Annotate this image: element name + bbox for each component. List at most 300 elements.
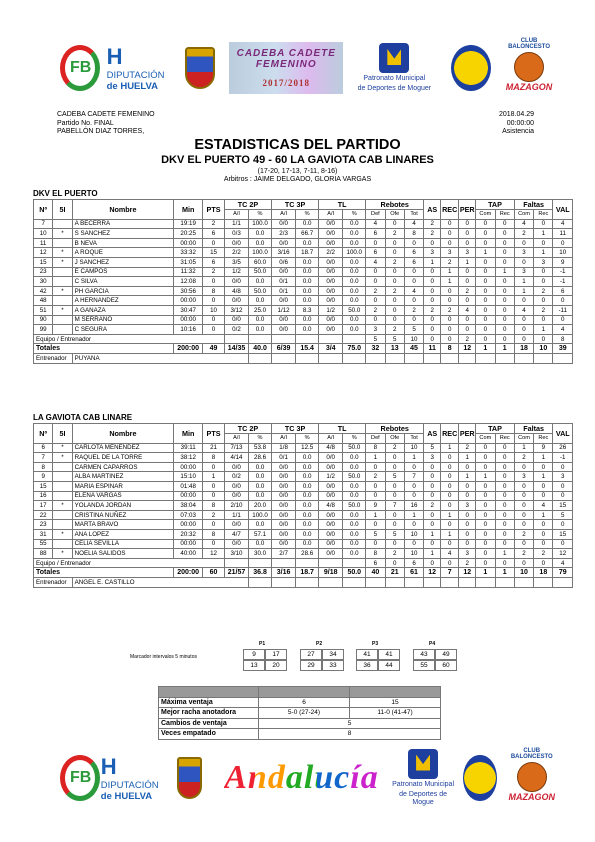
- player-name: E CAMPOS: [72, 267, 174, 277]
- stat-cell: [249, 334, 272, 344]
- stat-cell: 01:48: [174, 481, 203, 491]
- stat-cell: 2: [424, 219, 441, 229]
- player-row: [34, 539, 573, 549]
- column-header-min: Min: [174, 200, 203, 220]
- stat-cell: 0.0: [343, 238, 366, 248]
- stat-cell: 0: [534, 277, 553, 287]
- home-interval-score: 43: [413, 649, 435, 660]
- summary-label: Mejor racha anotadora: [159, 708, 259, 719]
- stat-cell: 4: [553, 219, 573, 229]
- cadeba-banner: CADEBA CADETE FEMENINO 2017/2018: [229, 42, 343, 94]
- summary-home: 5-0 (27-24): [259, 708, 350, 719]
- column-subheader: %: [249, 434, 272, 444]
- stat-cell: 2: [534, 305, 553, 315]
- diputacion-logo: H DIPUTACIÓN de HUELVA: [100, 753, 159, 802]
- column-header-tc3p: TC 3P: [272, 200, 319, 210]
- stat-cell: 0.0: [296, 325, 319, 335]
- stat-cell: 11: [553, 229, 573, 239]
- match-datetime: [499, 111, 534, 137]
- summary-away: 15: [350, 697, 441, 708]
- stat-cell: 2: [424, 229, 441, 239]
- stat-cell: 0: [495, 539, 514, 549]
- stat-cell: 2: [366, 305, 385, 315]
- player-name: RAQUEL DE LA TORRE: [72, 453, 174, 463]
- stat-cell: 0: [366, 491, 385, 501]
- stat-cell: 99: [34, 325, 53, 335]
- empty-cell: [343, 577, 366, 587]
- period-label: P4: [429, 641, 436, 647]
- stat-cell: 8: [203, 286, 225, 296]
- stat-cell: 0: [366, 462, 385, 472]
- total-cell: 13: [385, 344, 404, 354]
- stat-cell: [296, 558, 319, 568]
- column-subheader: Com: [476, 434, 495, 444]
- stat-cell: 1: [495, 267, 514, 277]
- empty-cell: [553, 577, 573, 587]
- stat-cell: 1: [424, 529, 441, 539]
- stat-cell: 0.0: [249, 539, 272, 549]
- stat-cell: 0: [404, 315, 423, 325]
- stat-cell: 0: [514, 558, 533, 568]
- stat-cell: 0: [495, 305, 514, 315]
- stat-cell: 2: [441, 257, 459, 267]
- stat-cell: 0: [203, 462, 225, 472]
- stat-cell: 0: [385, 238, 404, 248]
- stat-cell: 0/0: [224, 462, 248, 472]
- stat-cell: 0/0: [224, 481, 248, 491]
- stat-cell: 0: [441, 229, 459, 239]
- column-header-val: VAL: [553, 200, 573, 220]
- column-subheader: %: [249, 210, 272, 220]
- game-summary-table: [158, 686, 441, 740]
- stat-cell: 5: [366, 334, 385, 344]
- column-header-num: Nº: [34, 424, 53, 444]
- stat-cell: 0.0: [249, 229, 272, 239]
- stat-cell: 2/3: [272, 229, 296, 239]
- stat-cell: 0.0: [296, 315, 319, 325]
- stat-cell: 1: [404, 510, 423, 520]
- stat-cell: 2: [514, 549, 533, 559]
- stat-cell: 0: [441, 520, 459, 530]
- summary-label: Máxima ventaja: [159, 697, 259, 708]
- stat-cell: 100.0: [249, 248, 272, 258]
- home-interval-score: 9: [243, 649, 265, 660]
- player-name: ALBA MARTINEZ: [72, 472, 174, 482]
- stat-cell: 0/0: [319, 286, 343, 296]
- stat-cell: 2: [203, 267, 225, 277]
- mazagon-club-logo: CLUB BALONCESTO MAZAGON: [505, 38, 553, 92]
- stat-cell: 19:19: [174, 219, 203, 229]
- stat-cell: 20.0: [249, 501, 272, 511]
- player-row: [34, 257, 573, 267]
- stat-cell: 0: [441, 286, 459, 296]
- stat-cell: 2: [514, 229, 533, 239]
- total-cell: 15.4: [296, 344, 319, 354]
- stat-cell: 0: [459, 462, 476, 472]
- stat-cell: 0: [424, 286, 441, 296]
- stat-cell: 30: [34, 277, 53, 287]
- total-cell: 50.0: [343, 568, 366, 578]
- score-intervals-label: Marcador intervalos 5 minutos: [130, 654, 197, 660]
- stat-cell: 0: [476, 549, 495, 559]
- player-name: CARMEN CAPARROS: [72, 462, 174, 472]
- stat-cell: 2: [424, 305, 441, 315]
- stat-cell: 2: [459, 286, 476, 296]
- stat-cell: 1: [476, 248, 495, 258]
- stat-cell: 0: [495, 529, 514, 539]
- column-subheader: Def: [366, 434, 385, 444]
- stat-cell: 0/0: [272, 472, 296, 482]
- total-cell: 21/57: [224, 568, 248, 578]
- quarter-scores: (17-20, 17-13, 7-11, 8-16): [257, 168, 338, 175]
- stat-cell: 0.0: [343, 315, 366, 325]
- stat-cell: 1: [441, 510, 459, 520]
- stat-cell: 21: [203, 443, 225, 453]
- stat-cell: 0.0: [343, 491, 366, 501]
- stat-cell: 0: [476, 558, 495, 568]
- stat-cell: 0: [514, 481, 533, 491]
- stat-cell: *: [53, 453, 72, 463]
- empty-cell: [296, 577, 319, 587]
- stat-cell: 1: [459, 453, 476, 463]
- period-label: P2: [316, 641, 323, 647]
- stat-cell: 0: [476, 453, 495, 463]
- total-cell: 75.0: [343, 344, 366, 354]
- stat-cell: 0/0: [272, 529, 296, 539]
- stat-cell: 1: [366, 510, 385, 520]
- column-header-per: PER: [459, 200, 476, 220]
- column-header-per: PER: [459, 424, 476, 444]
- stat-cell: 0/0: [224, 491, 248, 501]
- stat-cell: 0: [495, 510, 514, 520]
- stat-cell: 100.0: [343, 248, 366, 258]
- patronato-logo: Patronato Municipal de Deportes de Mogue: [391, 749, 456, 807]
- stat-cell: 0: [366, 315, 385, 325]
- stat-cell: 0: [424, 491, 441, 501]
- stat-cell: [343, 558, 366, 568]
- stat-cell: 16: [34, 491, 53, 501]
- stat-cell: 0.0: [296, 257, 319, 267]
- stat-cell: 0/2: [224, 325, 248, 335]
- stat-cell: [224, 558, 248, 568]
- stat-cell: 1: [366, 453, 385, 463]
- stat-cell: 0: [534, 481, 553, 491]
- empty-cell: [514, 577, 533, 587]
- stat-cell: 0/0: [272, 296, 296, 306]
- totals-row: [34, 344, 573, 354]
- stat-cell: [53, 462, 72, 472]
- stat-cell: 3: [366, 325, 385, 335]
- stat-cell: 0: [424, 520, 441, 530]
- stat-cell: 3: [534, 257, 553, 267]
- stat-cell: [296, 334, 319, 344]
- summary-label: Veces empatado: [159, 729, 259, 740]
- stat-cell: 2: [459, 558, 476, 568]
- column-header-faltas: Faltas: [514, 200, 553, 210]
- stat-cell: 0: [424, 481, 441, 491]
- stat-cell: 50.0: [343, 443, 366, 453]
- stat-cell: 12:08: [174, 277, 203, 287]
- stat-cell: 3: [553, 472, 573, 482]
- stat-cell: 50.0: [343, 305, 366, 315]
- player-row: [34, 248, 573, 258]
- stat-cell: 0.0: [296, 529, 319, 539]
- stat-cell: 0: [476, 325, 495, 335]
- total-cell: 21: [385, 568, 404, 578]
- column-header-as: AS: [424, 200, 441, 220]
- match-info: [57, 111, 155, 137]
- empty-cell: [249, 577, 272, 587]
- stat-cell: 0.0: [343, 529, 366, 539]
- stat-cell: 0: [459, 229, 476, 239]
- stat-cell: 2: [514, 529, 533, 539]
- stat-cell: 28.6: [249, 453, 272, 463]
- player-name: S SANCHEZ: [72, 229, 174, 239]
- player-name: J SANCHEZ: [72, 257, 174, 267]
- empty-cell: [272, 577, 296, 587]
- stat-cell: 0.0: [296, 267, 319, 277]
- empty-cell: [319, 353, 343, 363]
- stat-cell: 0: [514, 539, 533, 549]
- stat-cell: 0: [495, 229, 514, 239]
- stat-cell: 0: [441, 315, 459, 325]
- stat-cell: 0: [514, 325, 533, 335]
- stat-cell: 0: [495, 472, 514, 482]
- total-cell: 32: [366, 344, 385, 354]
- empty-cell: [404, 353, 423, 363]
- stat-cell: 39:11: [174, 443, 203, 453]
- column-subheader: Rec: [495, 434, 514, 444]
- stat-cell: 8: [203, 453, 225, 463]
- stat-cell: 0.0: [249, 277, 272, 287]
- stat-cell: [53, 491, 72, 501]
- stat-cell: 2: [203, 219, 225, 229]
- empty-cell: [159, 687, 259, 698]
- stat-cell: 00:00: [174, 238, 203, 248]
- stat-cell: 2/2: [224, 248, 248, 258]
- stat-cell: 0/1: [272, 277, 296, 287]
- attendance-label: Asistencia: [502, 128, 534, 135]
- competition-name: CADEBA CADETE FEMENINO: [57, 111, 155, 118]
- stat-cell: 0: [534, 296, 553, 306]
- stat-cell: 00:00: [174, 539, 203, 549]
- stat-cell: 0: [441, 238, 459, 248]
- basketball-icon: [517, 762, 547, 792]
- stat-cell: 0/0: [319, 325, 343, 335]
- stat-cell: 07:03: [174, 510, 203, 520]
- total-cell: 7: [441, 568, 459, 578]
- column-subheader: A/I: [319, 210, 343, 220]
- stat-cell: 0: [534, 491, 553, 501]
- stat-cell: 0: [203, 277, 225, 287]
- summary-label: Cambios de ventaja: [159, 718, 259, 729]
- stat-cell: 0/0: [272, 219, 296, 229]
- stat-cell: 0/0: [272, 501, 296, 511]
- stat-cell: 1: [476, 472, 495, 482]
- stat-cell: [53, 296, 72, 306]
- stat-cell: 30:56: [174, 286, 203, 296]
- stat-cell: 0.0: [343, 481, 366, 491]
- stat-cell: 1/2: [319, 305, 343, 315]
- total-cell: 200:00: [174, 568, 203, 578]
- empty-cell: [385, 577, 404, 587]
- player-row: [34, 491, 573, 501]
- federacion-logo: FB: [60, 45, 95, 91]
- total-cell: 79: [553, 568, 573, 578]
- stat-cell: *: [53, 286, 72, 296]
- stat-cell: 0: [514, 315, 533, 325]
- stat-cell: 0: [495, 491, 514, 501]
- stat-cell: 0.0: [296, 510, 319, 520]
- coach-name: ANGEL E. CASTILLO: [72, 577, 248, 587]
- stat-cell: 0: [476, 520, 495, 530]
- stat-cell: 0/0: [319, 277, 343, 287]
- coach-row: [34, 353, 573, 363]
- column-subheader: %: [296, 434, 319, 444]
- stat-cell: 0.0: [343, 453, 366, 463]
- stat-cell: 0: [495, 315, 514, 325]
- stat-cell: 2: [441, 305, 459, 315]
- empty-cell: [296, 353, 319, 363]
- stat-cell: 0/0: [224, 277, 248, 287]
- stat-cell: [224, 334, 248, 344]
- stat-cell: 0: [366, 277, 385, 287]
- stat-cell: [319, 558, 343, 568]
- stat-cell: 3: [424, 248, 441, 258]
- stat-cell: 1: [534, 229, 553, 239]
- stat-cell: 0: [385, 520, 404, 530]
- stat-cell: 0: [534, 267, 553, 277]
- stat-cell: 7: [34, 453, 53, 463]
- stat-cell: 6: [366, 229, 385, 239]
- stat-cell: 0: [553, 238, 573, 248]
- column-header-rebotes: Rebotes: [366, 424, 424, 434]
- stat-cell: 0: [441, 558, 459, 568]
- page-title: ESTADISTICAS DEL PARTIDO: [194, 137, 401, 153]
- empty-cell: [441, 353, 459, 363]
- stat-cell: 5: [366, 529, 385, 539]
- stat-cell: 9: [534, 443, 553, 453]
- column-header-pts: PTS: [203, 200, 225, 220]
- total-cell: 40: [366, 568, 385, 578]
- total-cell: 39: [553, 344, 573, 354]
- stat-cell: 0: [495, 501, 514, 511]
- total-cell: 10: [514, 568, 533, 578]
- stat-cell: 0: [495, 334, 514, 344]
- stat-cell: 4: [404, 286, 423, 296]
- stat-cell: 0.0: [343, 549, 366, 559]
- stat-cell: 4/14: [224, 453, 248, 463]
- stat-cell: 3: [514, 248, 533, 258]
- stat-cell: 0: [514, 296, 533, 306]
- stat-cell: 50.0: [343, 472, 366, 482]
- stat-cell: 0: [424, 472, 441, 482]
- total-cell: 18: [534, 568, 553, 578]
- column-header-num: Nº: [34, 200, 53, 220]
- period-label: P1: [259, 641, 266, 647]
- stat-cell: 2: [203, 510, 225, 520]
- player-name: B NEVA: [72, 238, 174, 248]
- stat-cell: 0: [476, 277, 495, 287]
- stat-cell: 0/1: [272, 453, 296, 463]
- stat-cell: [53, 277, 72, 287]
- stat-cell: -1: [553, 267, 573, 277]
- mazagon-club-logo: CLUB BALONCESTO MAZAGON: [508, 747, 556, 802]
- stat-cell: 0: [495, 257, 514, 267]
- column-subheader: Def: [366, 210, 385, 220]
- column-header-faltas: Faltas: [514, 424, 553, 434]
- coach-name: PUYANA: [72, 353, 248, 363]
- stat-cell: 0: [514, 462, 533, 472]
- player-row: [34, 549, 573, 559]
- stat-cell: 10: [553, 248, 573, 258]
- stat-cell: 0/6: [272, 257, 296, 267]
- stat-cell: 2: [424, 501, 441, 511]
- stat-cell: 0: [385, 510, 404, 520]
- home-stats-table: [33, 199, 573, 364]
- stat-cell: 0/1: [272, 286, 296, 296]
- header-row: [34, 424, 573, 434]
- stat-cell: 12: [203, 549, 225, 559]
- stat-cell: 0: [534, 539, 553, 549]
- stat-cell: 0: [404, 238, 423, 248]
- stat-cell: 0: [495, 558, 514, 568]
- player-name: MARIA ESPINAR: [72, 481, 174, 491]
- stat-cell: 0: [514, 257, 533, 267]
- stat-cell: 0/0: [319, 267, 343, 277]
- stat-cell: 0: [476, 296, 495, 306]
- total-cell: 3/16: [272, 568, 296, 578]
- stat-cell: 4: [534, 501, 553, 511]
- moguer-shield-logo: [185, 47, 215, 89]
- player-row: [34, 462, 573, 472]
- stat-cell: 0: [495, 248, 514, 258]
- stat-cell: 3: [514, 267, 533, 277]
- column-header-rec: REC: [441, 424, 459, 444]
- stat-cell: 10: [404, 443, 423, 453]
- empty-cell: [404, 577, 423, 587]
- player-name: YOLANDA JORDAN: [72, 501, 174, 511]
- stat-cell: 0: [476, 501, 495, 511]
- venue: PABELLÓN DIAZ TORRES,: [57, 128, 145, 135]
- player-name: A ROQUE: [72, 248, 174, 258]
- stat-cell: 0.0: [249, 481, 272, 491]
- column-header-starter: 5I: [53, 424, 72, 444]
- stat-cell: 00:00: [174, 315, 203, 325]
- totals-label: Totales: [34, 344, 174, 354]
- stat-cell: 8: [553, 334, 573, 344]
- stat-cell: [53, 510, 72, 520]
- stat-cell: 6: [203, 257, 225, 267]
- stat-cell: 0: [404, 277, 423, 287]
- stat-cell: 5: [385, 529, 404, 539]
- stat-cell: 0: [553, 520, 573, 530]
- stat-cell: 0: [495, 286, 514, 296]
- stat-cell: 0.0: [249, 296, 272, 306]
- stat-cell: 0.0: [249, 238, 272, 248]
- stat-cell: 20:32: [174, 529, 203, 539]
- stat-cell: 6: [553, 286, 573, 296]
- stat-cell: 0: [534, 219, 553, 229]
- stat-cell: 1/8: [272, 443, 296, 453]
- stat-cell: 10: [404, 529, 423, 539]
- column-header-tl: TL: [319, 200, 366, 210]
- column-subheader: Ofe: [385, 210, 404, 220]
- player-name: C SEGURA: [72, 325, 174, 335]
- stat-cell: *: [53, 248, 72, 258]
- stat-cell: 0: [385, 277, 404, 287]
- column-subheader: A/I: [272, 210, 296, 220]
